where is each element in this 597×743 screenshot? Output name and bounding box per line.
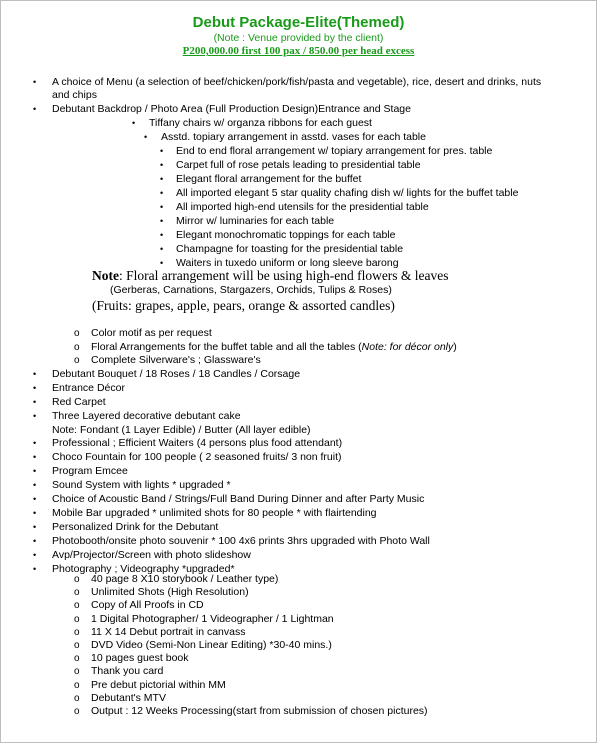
bullet-icon: • — [33, 522, 37, 532]
bullet-icon: • — [33, 536, 37, 546]
bullet-icon: • — [33, 411, 37, 421]
list-item: Photography ; Videography *upgraded* — [52, 563, 235, 575]
circle-bullet-icon: o — [74, 355, 80, 366]
bullet-icon: • — [160, 160, 164, 170]
bullet-icon: • — [33, 452, 37, 462]
photo-list-item: DVD Video (Semi-Non Linear Editing) *30-40 mins.) — [91, 639, 332, 651]
list-item: Sound System with lights * upgraded * — [52, 479, 231, 491]
list-item: A choice of Menu (a selection of beef/chicken/pork/fish/pasta and vegetable), rice, desert and drinks, nuts — [52, 76, 542, 88]
bullet-icon: • — [160, 230, 164, 240]
closing-paren: ) — [453, 341, 457, 353]
list-item: Entrance Décor — [52, 382, 125, 394]
photo-list-item: Pre debut pictorial within MM — [91, 678, 226, 691]
decor-note: Note: for décor only — [361, 341, 454, 353]
fruit-note: (Fruits: grapes, apple, pears, orange & assorted candles) — [92, 298, 395, 313]
list-item: Mobile Bar upgraded * unlimited shots for 80 people * with flairtending — [52, 507, 377, 519]
circle-list-item — [91, 341, 457, 354]
bullet-icon: • — [160, 188, 164, 198]
venue-note: (Note : Venue provided by the client) — [213, 32, 384, 44]
photo-list-item: 1 Digital Photographer/ 1 Videographer / 1 Lightman — [91, 612, 334, 625]
sub-sub-list-item: Waiters in tuxedo uniform or long sleeve barong — [176, 257, 399, 269]
photo-list-item: 11 X 14 Debut portrait in canvass — [91, 625, 246, 638]
bullet-icon: • — [160, 174, 164, 184]
list-item: Debutant Bouquet / 18 Roses / 18 Candles / Corsage — [52, 368, 301, 380]
bullet-icon: • — [33, 104, 37, 114]
photo-list-item: 40 page 8 X10 storybook / Leather type) — [91, 573, 279, 585]
list-item: Avp/Projector/Screen with photo slideshow — [52, 549, 251, 561]
circle-bullet-icon: o — [74, 342, 80, 353]
sub-sub-list-item: End to end floral arrangement w/ topiary arrangement for pres. table — [176, 145, 493, 157]
page-title: Debut Package-Elite(Themed) — [192, 14, 405, 31]
note-label: Note — [92, 268, 119, 283]
circle-bullet-icon: o — [74, 613, 80, 625]
circle-bullet-icon: o — [74, 679, 80, 691]
bullet-icon: • — [33, 550, 37, 560]
note-text: : Floral arrangement will be using high-end flowers & leaves — [119, 268, 449, 283]
sub-sub-list-item: All imported high-end utensils for the presidential table — [176, 201, 429, 213]
circle-bullet-icon: o — [74, 706, 80, 717]
bullet-icon: • — [160, 216, 164, 226]
sub-list-item: Asstd. topiary arrangement in asstd. vases for each table — [161, 131, 426, 143]
photo-list-item: Output : 12 Weeks Processing(start from submission of chosen pictures) — [91, 705, 428, 717]
list-item: Debutant Backdrop / Photo Area (Full Production Design)Entrance and Stage — [52, 103, 411, 115]
bullet-icon: • — [33, 466, 37, 476]
list-item-continued: and chips — [52, 89, 97, 101]
list-item: Choco Fountain for 100 people ( 2 seasoned fruits/ 3 non fruit) — [52, 451, 342, 463]
bullet-icon: • — [33, 383, 37, 393]
price-line: P200,000.00 first 100 pax / 850.00 per head excess — [182, 45, 415, 57]
list-item: Professional ; Efficient Waiters (4 persons plus food attendant) — [52, 437, 343, 449]
bullet-icon: • — [33, 77, 37, 87]
sub-sub-list-item: Elegant floral arrangement for the buffet — [176, 173, 362, 185]
sub-sub-list-item: Mirror w/ luminaries for each table — [176, 215, 335, 227]
photo-list-item: Debutant's MTV — [91, 691, 166, 704]
circle-bullet-icon: o — [74, 640, 80, 651]
sub-sub-list-item: Champagne for toasting for the presidential table — [176, 243, 404, 255]
circle-list-item — [91, 327, 212, 340]
bullet-icon: • — [33, 438, 37, 448]
circle-bullet-icon: o — [74, 666, 80, 678]
list-item: Personalized Drink for the Debutant — [52, 521, 219, 533]
circle-bullet-icon: o — [74, 626, 80, 638]
list-item: Photobooth/onsite photo souvenir * 100 4x6 prints 3hrs upgraded with Photo Wall — [52, 535, 430, 547]
bullet-icon: • — [160, 146, 164, 156]
bullet-icon: • — [160, 258, 164, 268]
circle-bullet-icon: o — [74, 328, 80, 339]
list-item: Choice of Acoustic Band / Strings/Full Band During Dinner and after Party Music — [52, 493, 425, 505]
circle-bullet-icon: o — [74, 574, 80, 585]
item-text: Color motif as per request — [91, 327, 212, 339]
photo-list-item: Thank you card — [91, 665, 164, 678]
floral-note — [92, 268, 449, 284]
bullet-icon: • — [33, 369, 37, 379]
circle-bullet-icon: o — [74, 653, 80, 665]
photo-list-item: 10 pages guest book — [91, 652, 189, 665]
bullet-icon: • — [33, 564, 37, 574]
bullet-icon: • — [33, 397, 37, 407]
sub-sub-list-item: Carpet full of rose petals leading to presidential table — [176, 159, 421, 171]
flower-list: (Gerberas, Carnations, Stargazers, Orchids, Tulips & Roses) — [110, 284, 392, 296]
bullet-icon: • — [33, 480, 37, 490]
bullet-icon: • — [132, 118, 136, 128]
sub-sub-list-item: Elegant monochromatic toppings for each table — [176, 229, 396, 241]
sub-list-item: Tiffany chairs w/ organza ribbons for each guest — [149, 117, 372, 129]
bullet-icon: • — [33, 508, 37, 518]
circle-bullet-icon: o — [74, 600, 80, 612]
cake-note: Note: Fondant (1 Layer Edible) / Butter (All layer edible) — [52, 424, 311, 436]
item-text: Floral Arrangements for the buffet table and all the tables ( — [91, 341, 362, 353]
sub-sub-list-item: All imported elegant 5 star quality chafing dish w/ lights for the buffet table — [176, 187, 519, 199]
list-item: Program Emcee — [52, 465, 128, 477]
list-item: Red Carpet — [52, 396, 106, 408]
circle-bullet-icon: o — [74, 587, 80, 599]
circle-list-item — [91, 354, 261, 367]
bullet-icon: • — [160, 202, 164, 212]
photo-list-item: Copy of All Proofs in CD — [91, 599, 204, 612]
photo-list-item: Unlimited Shots (High Resolution) — [91, 586, 249, 599]
item-text: Complete Silverware's ; Glassware's — [91, 354, 261, 366]
circle-bullet-icon: o — [74, 692, 80, 704]
list-item: Three Layered decorative debutant cake — [52, 410, 241, 422]
bullet-icon: • — [160, 244, 164, 254]
bullet-icon: • — [144, 132, 148, 142]
bullet-icon: • — [33, 494, 37, 504]
